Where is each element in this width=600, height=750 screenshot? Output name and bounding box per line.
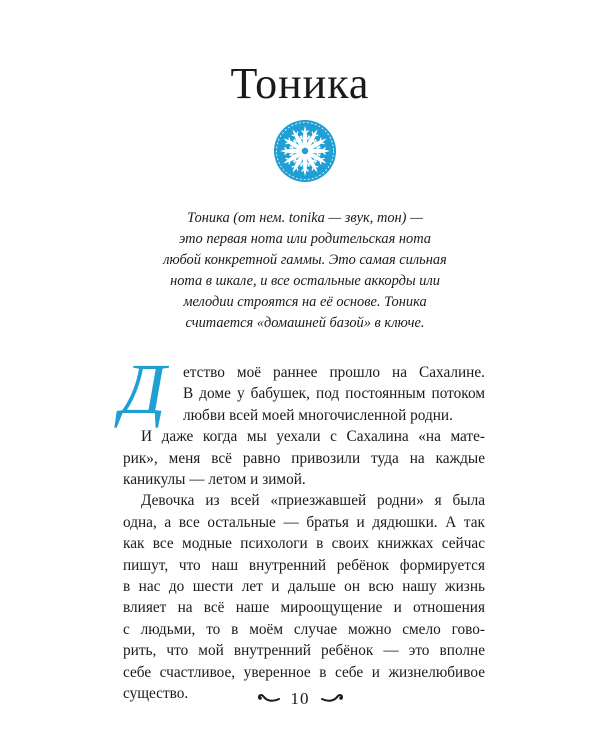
body-line: пишут, что наш внутренний ребёнок формируется xyxy=(123,556,485,574)
body-line: рик», меня всё равно привозили туда на каждые xyxy=(123,449,485,467)
body-line: одна, а все остальные — братья и дядюшки. А так xyxy=(123,513,485,531)
epigraph-line: считается «домашней базой» в ключе. xyxy=(185,315,425,331)
page-number: 10 xyxy=(290,689,310,708)
body-line: любви всей моей многочисленной родни. xyxy=(183,406,453,424)
body-line: В доме у бабушек, под постоянным потоком xyxy=(183,385,485,403)
left-swirl-icon xyxy=(257,693,281,705)
epigraph-line: любой конкретной гаммы. Это самая сильная xyxy=(163,252,447,268)
body-line: Девочка из всей «приезжавшей родни» я была xyxy=(141,492,485,510)
body-line: существо. xyxy=(123,685,189,703)
body-line: каникулы — летом и зимой. xyxy=(123,471,306,489)
body-line: с людьми, то в моём случае можно смело гово- xyxy=(123,620,485,638)
body-line: рить, что мой внутренний ребёнок — это вполне xyxy=(123,642,485,660)
body-line: себе счастливое, уверенное в себе и жизнелюбивое xyxy=(123,663,485,681)
epigraph-line: Тоника (от нем. tonika — звук, тон) — xyxy=(187,210,423,226)
right-swirl-icon xyxy=(320,693,344,705)
body-line: етство моё раннее прошло на Сахалине. xyxy=(183,364,485,381)
chapter-title: Тоника xyxy=(230,59,370,108)
epigraph-line: нота в шкале, и все остальные аккорды или xyxy=(170,273,440,289)
epigraph-line: это первая нота или родительская нота xyxy=(179,231,431,247)
body-line: И даже когда мы уехали с Сахалина «на мате- xyxy=(141,428,485,446)
epigraph-line: мелодии строятся на её основе. Тоника xyxy=(183,294,427,310)
body-text xyxy=(123,362,485,705)
body-line: влияет на всё наше мироощущение и отношения xyxy=(123,599,485,617)
epigraph xyxy=(160,208,450,334)
snowflake-mandala-icon xyxy=(273,119,337,183)
drop-cap: Д xyxy=(120,349,166,429)
body-line: как все модные психологи в своих книжках сейчас xyxy=(123,535,485,553)
page-footer xyxy=(0,684,600,714)
body-line: в нас до шести лет и дальше он всю нашу жизнь xyxy=(123,578,485,596)
